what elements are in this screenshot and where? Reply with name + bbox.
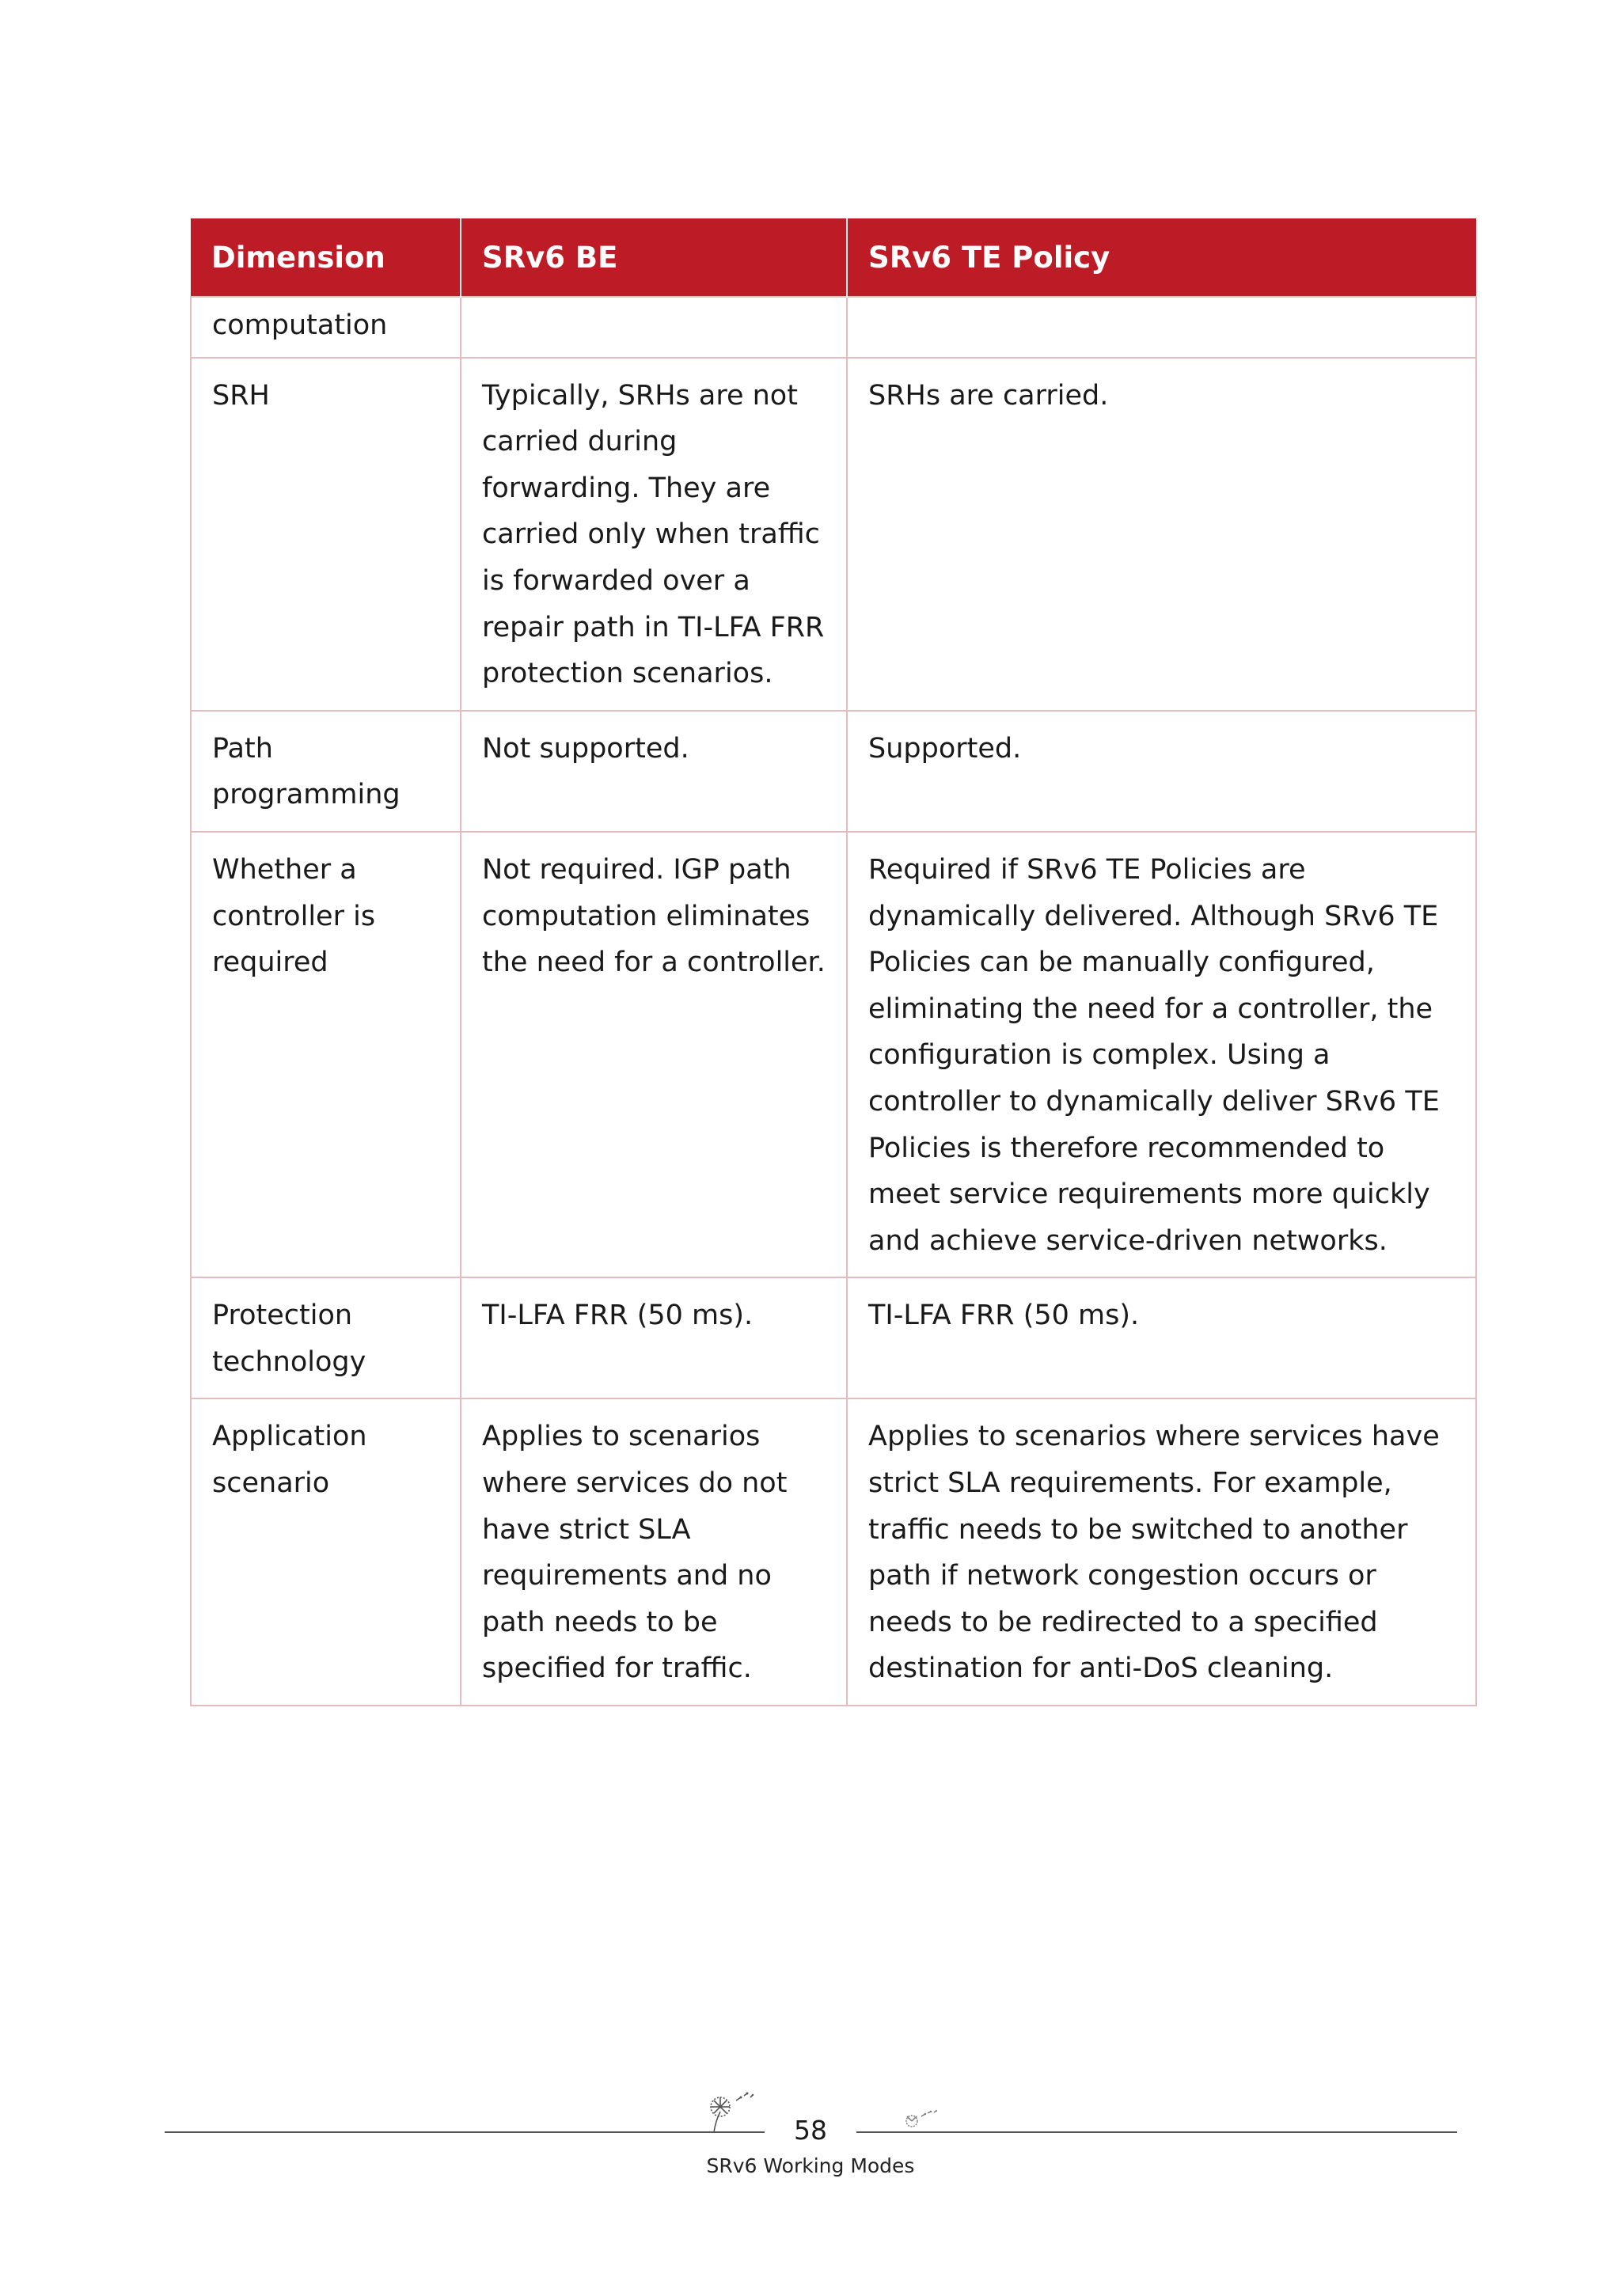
cell-srv6-te-policy: TI-LFA FRR (50 ms). (847, 1277, 1476, 1398)
table-header-row (191, 218, 1476, 297)
page-number: 58 (794, 2115, 827, 2146)
cell-dimension: SRH (191, 358, 461, 711)
cell-dimension: computation (191, 297, 461, 358)
cell-srv6-be: Typically, SRHs are not carried during forwarding. They are carried only when traffic is forwarded over a repair path in TI-LFA FRR protection scenarios. (461, 358, 847, 711)
dandelion-seed-icon (902, 2107, 940, 2131)
table-row (191, 358, 1476, 711)
cell-srv6-te-policy (847, 297, 1476, 358)
running-title: SRv6 Working Modes (706, 2154, 915, 2177)
dandelion-icon (697, 2089, 760, 2134)
cell-srv6-te-policy: SRHs are carried. (847, 358, 1476, 711)
cell-srv6-te-policy: Applies to scenarios where services have strict SLA requirements. For example, traffic needs to be switched to another path if network congestion occurs or needs to be redirected to a specified destination for anti-DoS cleaning. (847, 1398, 1476, 1706)
cell-srv6-be: TI-LFA FRR (50 ms). (461, 1277, 847, 1398)
cell-dimension: Protection technology (191, 1277, 461, 1398)
table-row (191, 1398, 1476, 1706)
cell-srv6-be: Not supported. (461, 711, 847, 832)
cell-srv6-be: Not required. IGP path computation eliminates the need for a controller. (461, 832, 847, 1277)
table-row (191, 1277, 1476, 1398)
table-row (191, 711, 1476, 832)
cell-srv6-te-policy: Required if SRv6 TE Policies are dynamically delivered. Although SRv6 TE Policies can be manually configured, eliminating the need for a controller, the configuration is complex. Using a controller to dynamically deliver SRv6 TE Policies is therefore recommended to meet service requirements more quickly and achieve service-driven networks. (847, 832, 1476, 1277)
table-row (191, 832, 1476, 1277)
footer-rule-right (856, 2131, 1457, 2133)
comparison-table (190, 218, 1477, 1706)
cell-dimension: Path programming (191, 711, 461, 832)
cell-dimension: Application scenario (191, 1398, 461, 1706)
cell-dimension: Whether a controller is required (191, 832, 461, 1277)
footer-rule-left (165, 2131, 765, 2133)
cell-srv6-be: Applies to scenarios where services do not have strict SLA requirements and no path needs to be specified for traffic. (461, 1398, 847, 1706)
header-dimension: Dimension (191, 218, 461, 297)
cell-srv6-te-policy: Supported. (847, 711, 1476, 832)
header-srv6-te-policy: SRv6 TE Policy (847, 218, 1476, 297)
header-srv6-be: SRv6 BE (461, 218, 847, 297)
table-row (191, 297, 1476, 358)
cell-srv6-be (461, 297, 847, 358)
